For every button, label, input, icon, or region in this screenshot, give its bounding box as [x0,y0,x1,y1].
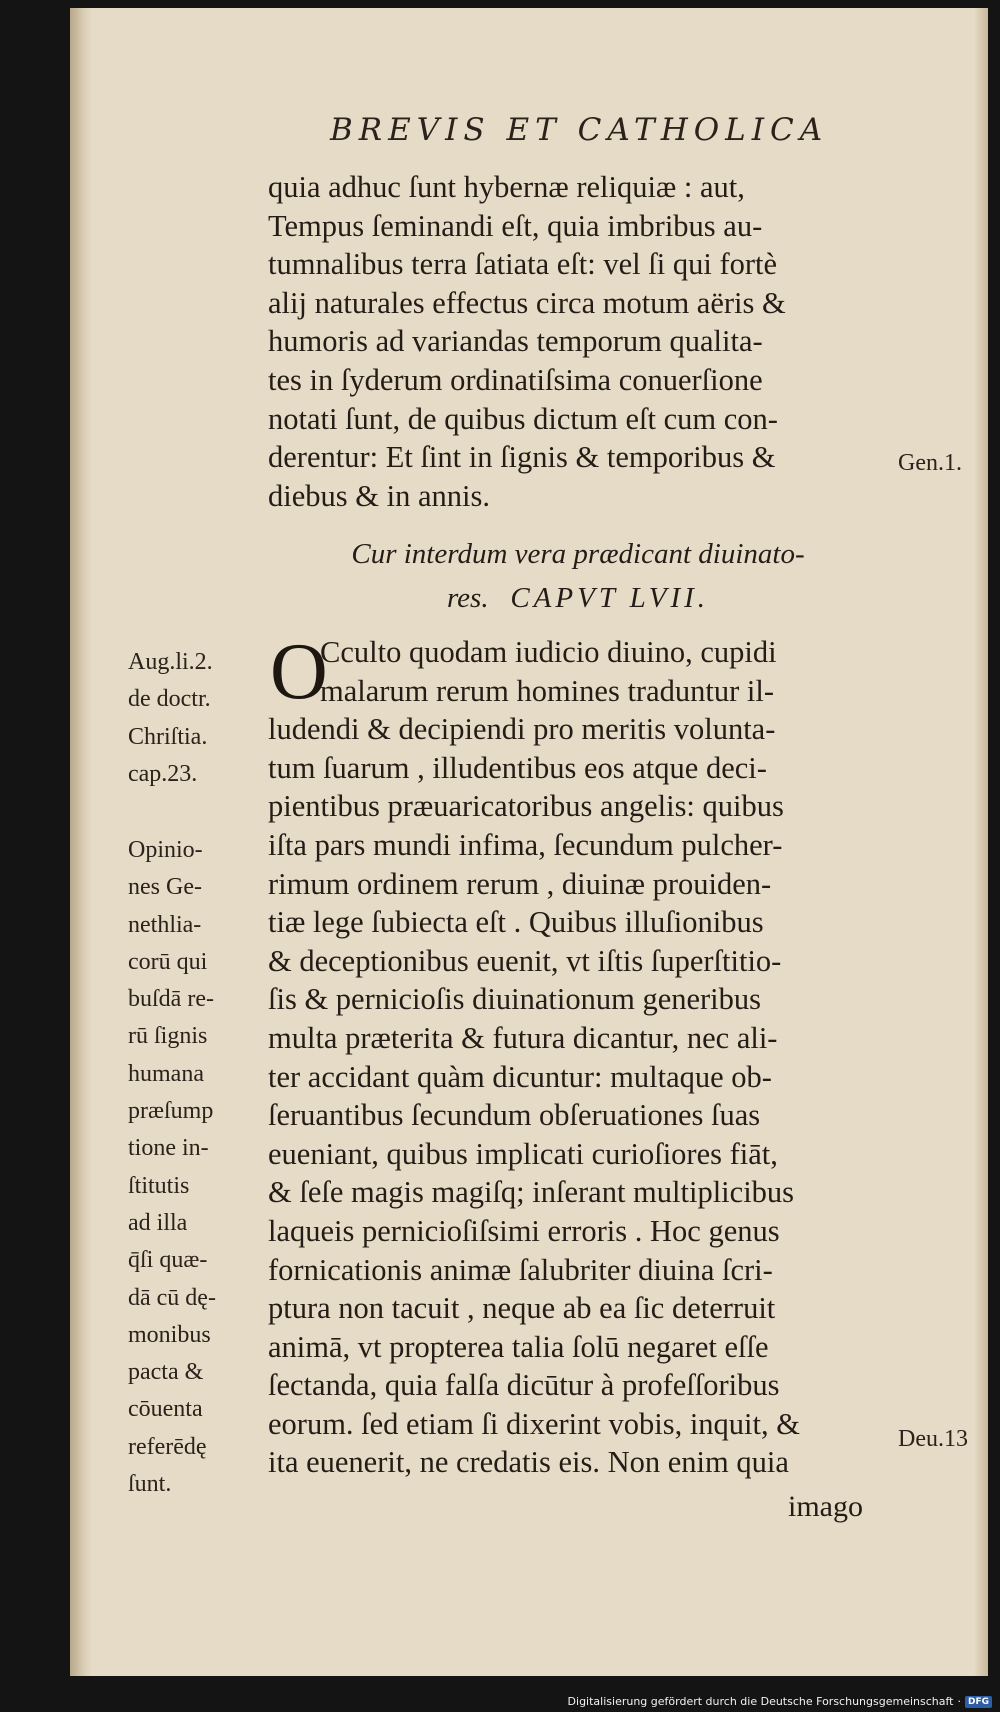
margin-line: Opinio- [128,837,203,863]
text-line: laqueis pernicioſiſsimi erroris . Hoc genus [268,1213,780,1248]
chapter-number: CAPVT LVII. [510,582,710,614]
catchword: imago [788,1490,863,1523]
margin-line: buſdā re- [128,986,214,1013]
margin-note-opiniones [128,832,258,1503]
margin-line: ſtitutis [128,1172,190,1199]
text-line: fornicationis animæ ſalubriter diuina ſcri- [268,1252,773,1287]
text-line: iſta pars mundi infima, ſecundum pulcher- [268,827,783,862]
text-line: tum ſuarum , illudentibus eos atque deci- [268,750,767,785]
chapter-heading-end: res. [446,582,489,614]
margin-line: de doctr. [128,686,211,713]
footer-separator: · [957,1695,961,1708]
text-line: ita euenerit, ne credatis eis. Non enim quia [268,1445,789,1480]
text-line: & deceptionibus euenit, vt iſtis ſuperſtitio- [268,943,782,978]
footer-text: Digitalisierung gefördert durch die Deutsche Forschungsgemeinschaft [567,1695,954,1708]
text-line: ſeruantibus ſecundum obſeruationes ſuas [268,1098,761,1133]
running-head: BREVIS ET CATHOLICA [330,112,829,148]
margin-line: tione in- [128,1135,209,1162]
text-line: diebus & in annis. [268,478,490,513]
text-line: ter accidant quàm dicuntur: multaque ob- [268,1059,772,1094]
text-line: humoris ad variandas temporum qualita- [268,324,763,359]
page-spine-shadow [70,8,92,1676]
text-line: Cculto quodam iudicio diuino, cupidi [320,635,777,669]
drop-cap: O [270,628,328,716]
text-line: Tempus ſeminandi eſt, quia imbribus au- [268,208,763,243]
text-line: ſectanda, quia falſa dicūtur à profeſſoribus [268,1368,780,1403]
margin-line: referēdę [128,1433,207,1460]
paragraph-1 [268,168,888,515]
margin-ref-deuteronomy: Deu.13 [898,1426,968,1452]
margin-line: Aug.li.2. [128,649,213,675]
text-line: tiæ lege ſubiecta eſt . Quibus illuſionibus [268,905,764,940]
page-edge [974,8,988,1676]
text-line: derentur: Et ſint in ſignis & temporibus & [268,440,776,475]
text-line: tes in ſyderum ordinatiſsima conuerſione [268,362,763,397]
margin-line: cōuenta [128,1396,203,1423]
text-line: multa præterita & futura dicantur, nec ali- [268,1020,778,1055]
digitization-footer [568,1695,992,1708]
chapter-heading [268,532,888,620]
text-line: eueniant, quibus implicati curioſiores fiāt, [268,1136,778,1171]
margin-line: pacta & [128,1359,204,1386]
margin-line: rū ſignis [128,1023,208,1050]
text-line: ptura non tacuit , neque ab ea ſic deterruit [268,1291,776,1326]
text-line: alij naturales effectus circa motum aëris & [268,285,786,320]
chapter-heading-line-1: Cur interdum vera prædicant diuinato- [351,538,805,570]
margin-line: nethlia- [128,911,202,938]
margin-line: corū qui [128,948,208,975]
text-line: & ſeſe magis magiſq; inſerant multiplicibus [268,1175,795,1210]
paragraph-2 [268,628,888,1482]
margin-line: monibus [128,1321,211,1348]
margin-note-augustine [128,644,258,793]
text-line: eorum. ſed etiam ſi dixerint vobis, inquit, & [268,1406,800,1441]
text-line: quia adhuc ſunt hybernæ reliquiæ : aut, [268,170,745,204]
text-line: pientibus præuaricatoribus angelis: quibus [268,789,784,824]
margin-line: Chriſtia. [128,723,208,750]
text-line: rimum ordinem rerum , diuinæ prouiden- [268,866,772,901]
text-line: malarum rerum homines traduntur il- [320,673,774,708]
text-line: notati ſunt, de quibus dictum eſt cum con- [268,401,778,436]
margin-line: cap.23. [128,760,198,787]
margin-line: dā cū dę- [128,1284,216,1311]
text-line: tumnalibus terra ſatiata eſt: vel ſi qui fortè [268,247,778,282]
margin-line: præſump [128,1098,214,1125]
chapter-heading-line-2 [268,576,888,620]
text-line: ſis & pernicioſis diuinationum generibus [268,982,762,1017]
dfg-logo-icon: DFG [965,1696,992,1708]
margin-line: q̄ſi quæ- [128,1247,208,1274]
margin-line: ad illa [128,1209,188,1236]
margin-line: ſunt. [128,1471,172,1498]
margin-ref-genesis: Gen.1. [898,450,962,476]
text-line: ludendi & decipiendi pro meritis volunta- [268,712,776,747]
margin-line: nes Ge- [128,874,202,901]
text-line: animā, vt propterea talia ſolū negaret eſſe [268,1329,769,1364]
margin-line: humana [128,1060,204,1087]
